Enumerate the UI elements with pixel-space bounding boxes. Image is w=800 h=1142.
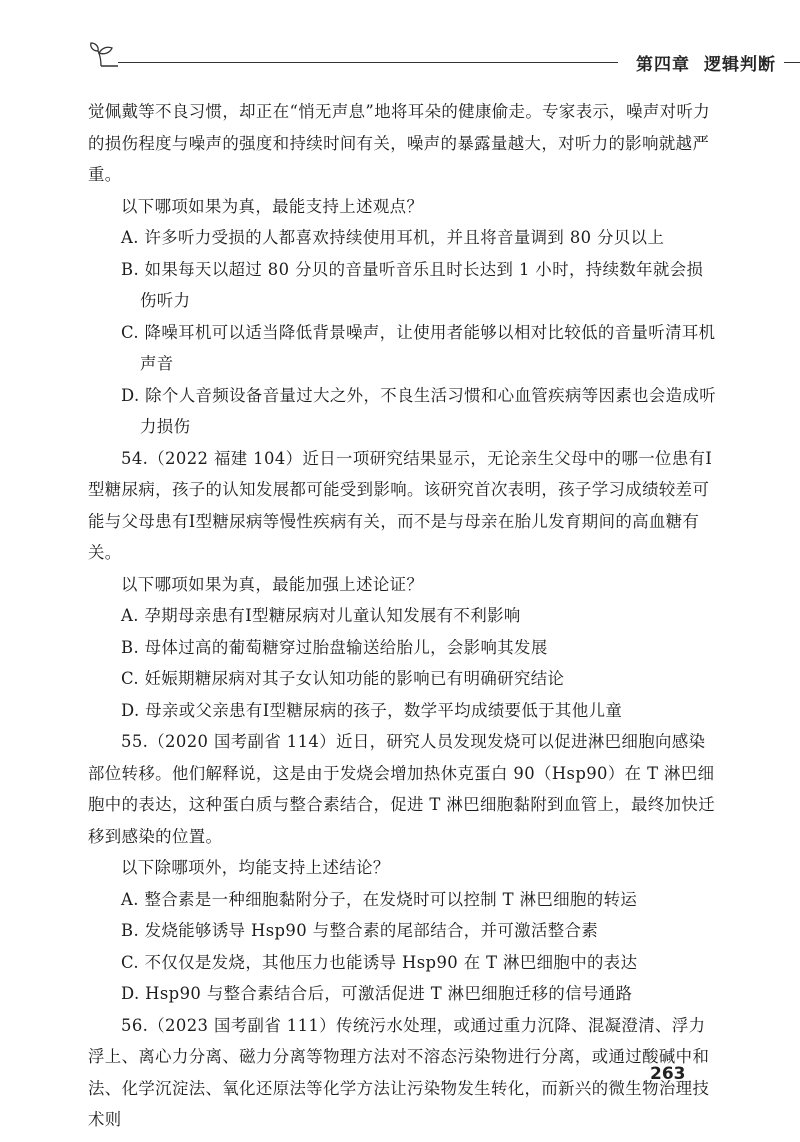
question-53-stem: 以下哪项如果为真，最能支持上述观点？ [121,196,424,216]
question-54-option-c: C. 妊娠期糖尿病对其子女认知功能的影响已有明确研究结论 [121,669,565,688]
page-number: 263 [650,1064,686,1084]
chapter-heading [636,50,776,75]
question-55-option-d: D. Hsp90 与整合素结合后，可激活促进 T 淋巴细胞迁移的信号通路 [121,984,633,1003]
question-53-option-a: A. 许多听力受损的人都喜欢持续使用耳机，并且将音量调到 80 分贝以上 [121,228,665,247]
question-55-stem: 以下除哪项外，均能支持上述结论？ [121,858,390,877]
question-54-text: 54.（2022 福建 104）近日一项研究结果显示，无论亲生父母中的哪一位患有Ⅰ型糖尿病，孩子的认知发展都可能受到影响。该研究首次表明，孩子学习成绩较差可能与父母患有Ⅰ型糖尿病等慢性疾病有关，而不是与母亲在胎儿发育期间的高血糖有关。 [88,448,713,562]
question-53-option-d: D. 除个人音频设备音量过大之外，不良生活习惯和心血管疾病等因素也会造成听力损伤 [121,385,717,436]
running-header [88,38,776,78]
question-54-option-b: B. 母体过高的葡萄糖穿过胎盘输送给胎儿，会影响其发展 [121,637,548,657]
question-54-option-d: D. 母亲或父亲患有Ⅰ型糖尿病的孩子，数学平均成绩要低于其他儿童 [121,700,623,720]
question-56-text: 56.（2023 国考副省 111）传统污水处理，或通过重力沉降、混凝澄清、浮力浮上、离心力分离、磁力分离等物理方法对不溶态污染物进行分离，或通过酸碱中和法、化学沉淀法、氧化还原法等化学方法让污染物发生转化，而新兴的微生物治理技术则 [88,1015,710,1129]
question-54-stem: 以下哪项如果为真，最能加强上述论证？ [121,574,424,594]
question-55-option-b: B. 发烧能够诱导 Hsp90 与整合素的尾部结合，并可激活整合素 [121,921,599,940]
sprout-icon [88,40,118,70]
chapter-number: 第四章 [636,55,690,75]
question-53-option-c: C. 降噪耳机可以适当降低背景噪声，让使用者能够以相对比较低的音量听清耳机声音 [121,322,716,373]
question-55-option-a: A. 整合素是一种细胞黏附分子，在发烧时可以控制 T 淋巴细胞的转运 [121,889,638,909]
question-53-option-b: B. 如果每天以超过 80 分贝的音量听音乐且时长达到 1 小时，持续数年就会损伤听力 [121,259,704,310]
question-54-option-a: A. 孕期母亲患有Ⅰ型糖尿病对儿童认知发展有不利影响 [121,606,521,625]
paragraph-continuation: 觉佩戴等不良习惯，却正在“悄无声息”地将耳朵的健康偷走。专家表示，噪声对听力的损伤程度与噪声的强度和持续时间有关，噪声的暴露量越大，对听力的影响就越严重。 [88,102,711,184]
section-title: 逻辑判断 [704,55,776,75]
question-55-option-c: C. 不仅仅是发烧，其他压力也能诱导 Hsp90 在 T 淋巴细胞中的表达 [121,952,638,972]
header-rule-left [118,62,618,63]
header-rule-right [784,62,800,63]
page-body [88,96,718,1136]
question-55-text: 55.（2020 国考副省 114）近日，研究人员发现发烧可以促进淋巴细胞向感染部位转移。他们解释说，这是由于发烧会增加热休克蛋白 90（Hsp90）在 T 淋巴细胞中的表达，这种蛋白质与整合素结合，促进 T 淋巴细胞黏附到血管上，最终加快迁移到感染的位置。 [88,732,716,846]
